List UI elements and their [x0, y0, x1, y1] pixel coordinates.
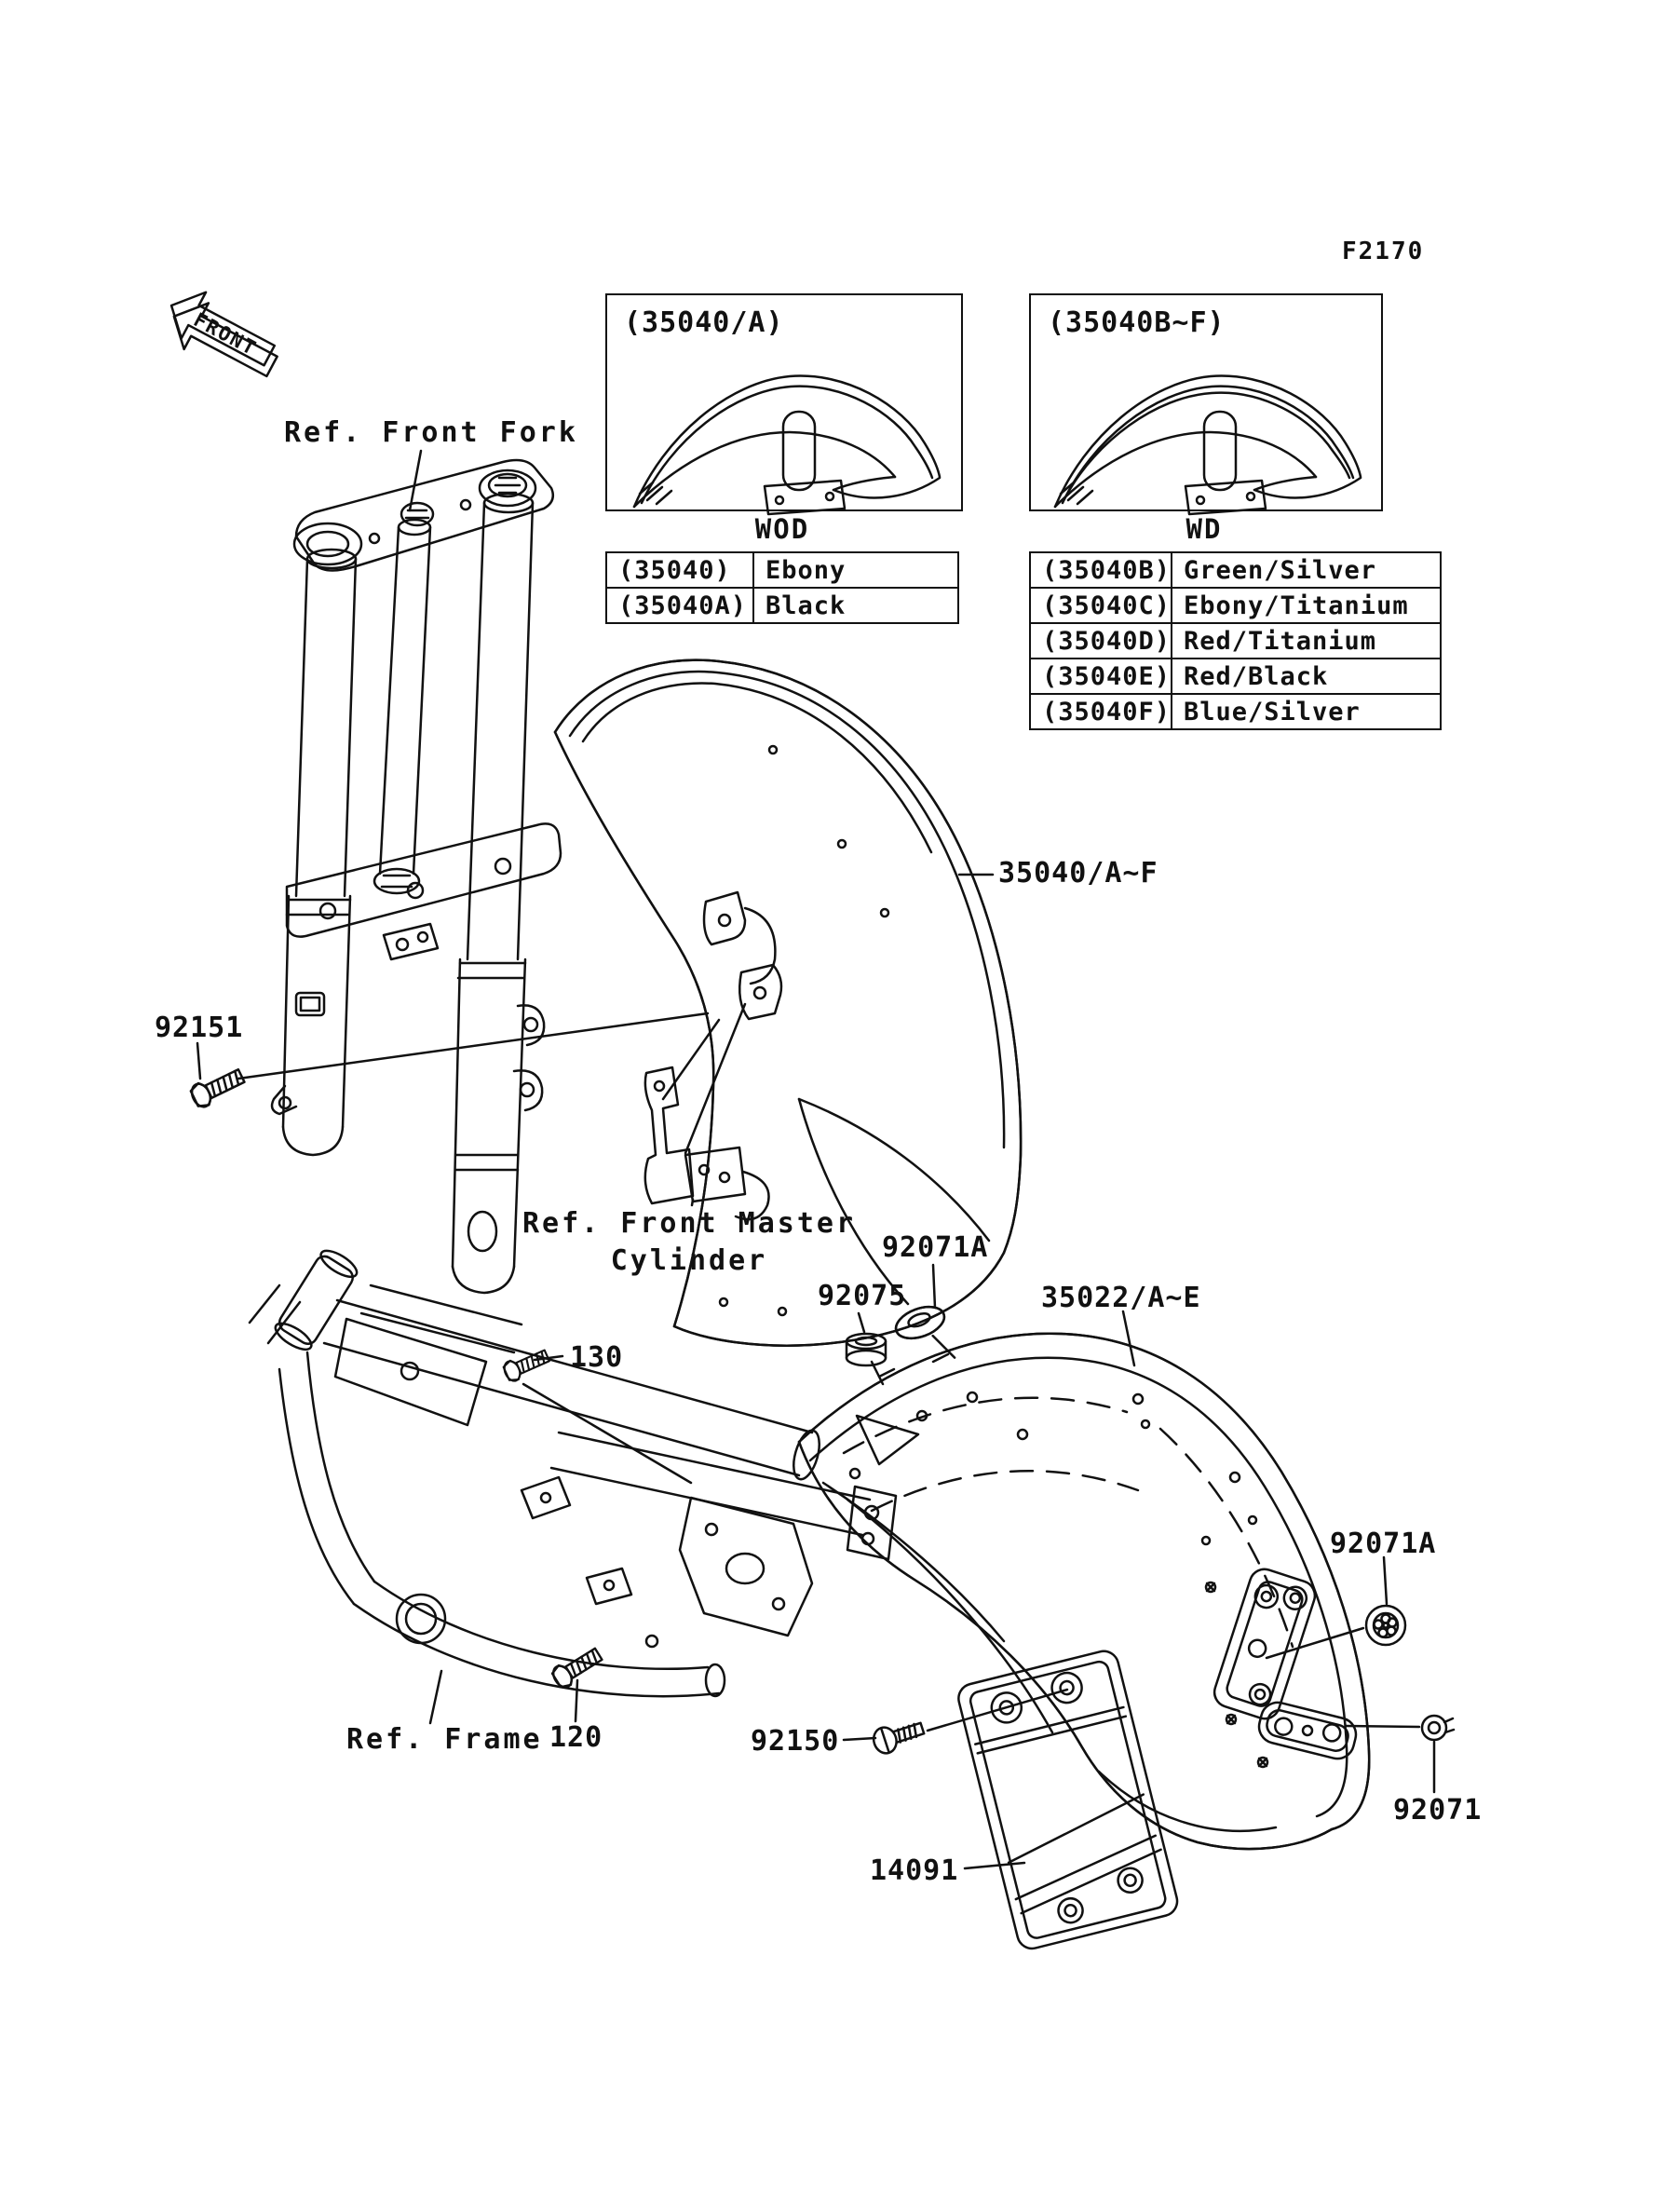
- inset-title-wd: (35040B~F): [1048, 306, 1226, 339]
- inset-title-wod: (35040/A): [624, 306, 784, 339]
- color-cell: Red/Black: [1172, 659, 1441, 694]
- nut-92071-drawing: [1422, 1716, 1454, 1740]
- inset-box-wod: [605, 293, 963, 511]
- callout-nut-92071: 92071: [1393, 1794, 1483, 1827]
- callout-bolt-92151: 92151: [155, 1012, 244, 1044]
- callout-bracket-14091: 14091: [870, 1854, 959, 1887]
- part-code-cell: (35040): [606, 552, 753, 588]
- bolt-92151-drawing: [188, 1065, 247, 1109]
- color-cell: Black: [753, 588, 958, 623]
- table-row: [1030, 623, 1441, 659]
- mud-flap-drawing: [955, 1648, 1180, 1951]
- front-marker-label: FRONT: [190, 308, 261, 360]
- color-cell: Blue/Silver: [1172, 694, 1441, 729]
- color-cell: Green/Silver: [1172, 552, 1441, 588]
- rear-fender-drawing: [799, 1334, 1369, 1849]
- table-row: [1030, 694, 1441, 729]
- callout-front-fender: 35040/A~F: [998, 857, 1158, 890]
- front-fork-drawing: [272, 460, 561, 1293]
- table-row: [1030, 659, 1441, 694]
- figure-code: F2170: [1342, 238, 1425, 265]
- callout-screw-92150: 92150: [751, 1725, 840, 1758]
- callout-bolt-130: 130: [570, 1341, 624, 1374]
- callout-rear-fender: 35022/A~E: [1041, 1282, 1201, 1314]
- ref-front-master-line2: Cylinder: [610, 1244, 768, 1277]
- callout-ref-front-fork: Ref. Front Fork: [284, 416, 578, 449]
- part-code-cell: (35040B): [1030, 552, 1172, 588]
- table-row: [1030, 552, 1441, 588]
- color-cell: Ebony/Titanium: [1172, 588, 1441, 623]
- color-cell: Ebony: [753, 552, 958, 588]
- grommet-92071a-drawing: [1366, 1606, 1405, 1645]
- part-code-cell: (35040A): [606, 588, 753, 623]
- front-direction-arrow: [156, 281, 289, 390]
- screw-92150-drawing: [871, 1716, 927, 1756]
- wd-color-table: [1029, 551, 1442, 730]
- callout-damper-92075: 92075: [818, 1280, 907, 1312]
- part-code-cell: (35040F): [1030, 694, 1172, 729]
- table-row: [1030, 588, 1441, 623]
- wod-color-table: [605, 551, 959, 624]
- table-row: [606, 552, 958, 588]
- callout-ref-front-master-cylinder: [522, 1205, 857, 1280]
- frame-drawing: [250, 1246, 918, 1697]
- callout-bolt-120: 120: [549, 1721, 603, 1754]
- part-code-cell: (35040C): [1030, 588, 1172, 623]
- caption-wd: WD: [1185, 513, 1223, 545]
- callout-damper-92071a: 92071A: [882, 1231, 989, 1264]
- callout-ref-frame: Ref. Frame: [346, 1723, 543, 1756]
- ref-front-master-line1: Ref. Front Master: [522, 1207, 857, 1240]
- color-cell: Red/Titanium: [1172, 623, 1441, 659]
- table-row: [606, 588, 958, 623]
- caption-wod: WOD: [754, 513, 810, 545]
- part-code-cell: (35040D): [1030, 623, 1172, 659]
- part-code-cell: (35040E): [1030, 659, 1172, 694]
- callout-grommet-92071a: 92071A: [1330, 1528, 1437, 1560]
- master-cylinder-bracket-drawing: [645, 1004, 769, 1219]
- inset-box-wd: [1029, 293, 1383, 511]
